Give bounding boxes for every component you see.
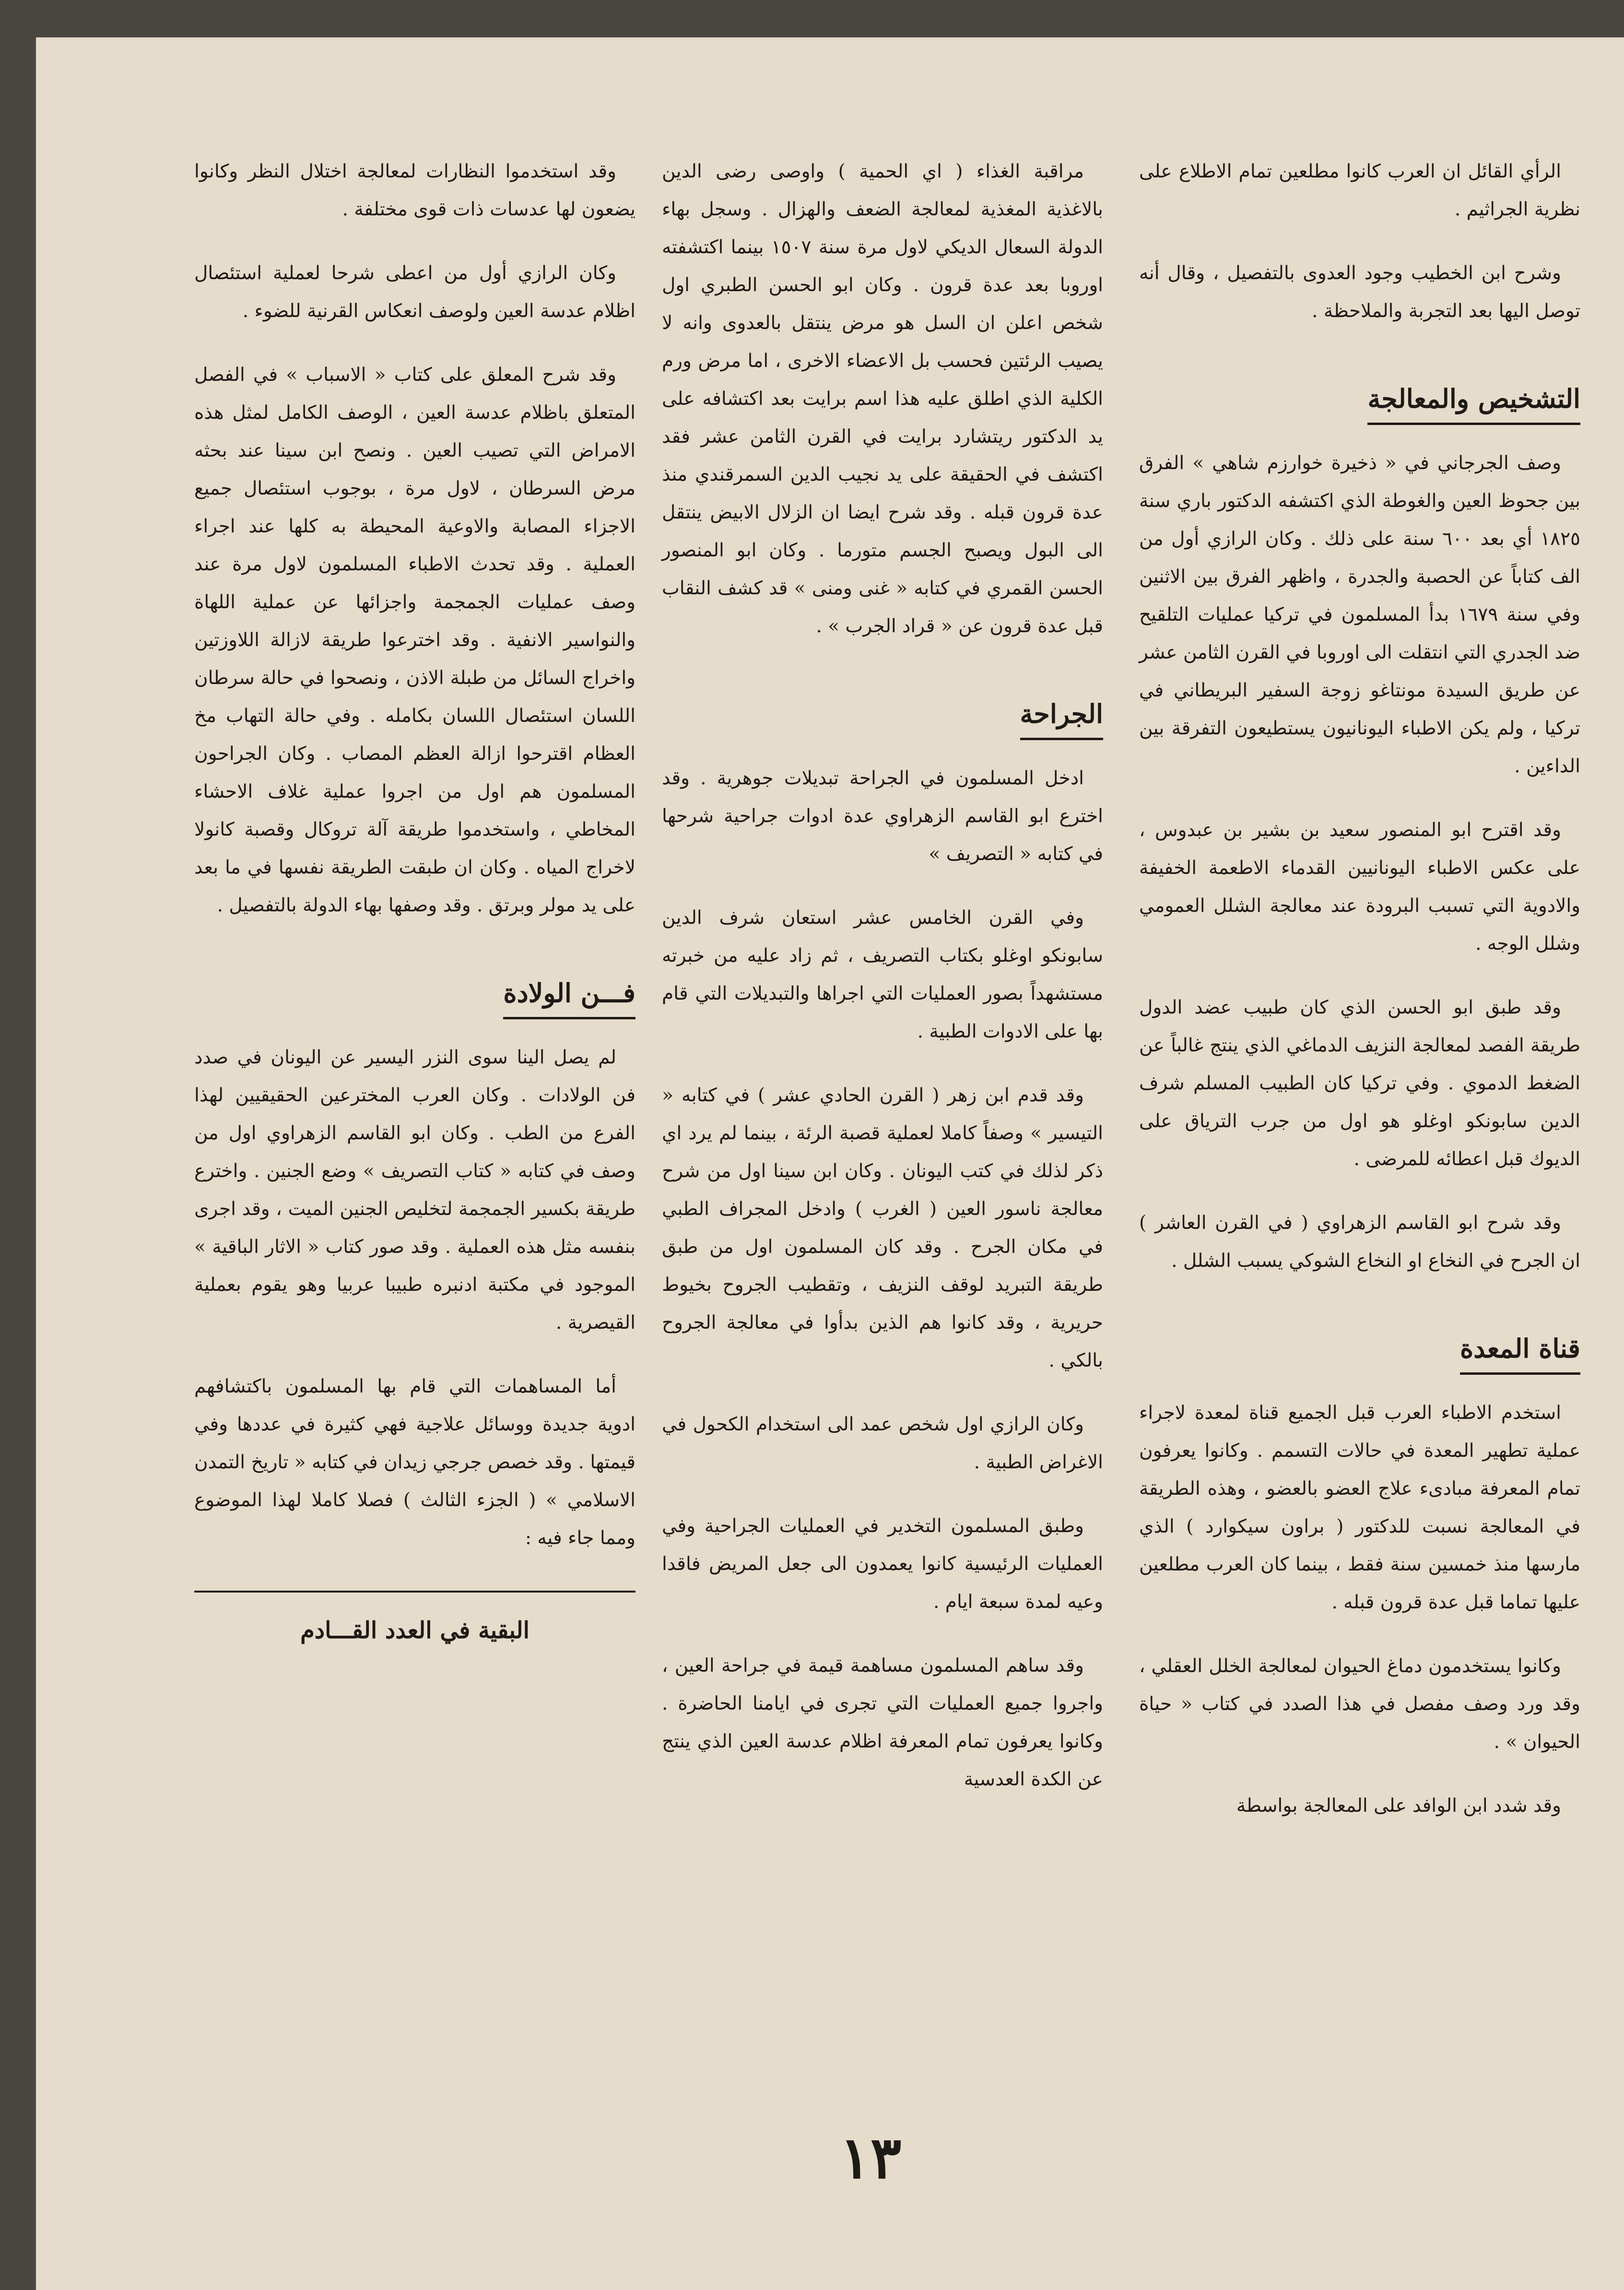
paragraph: وقد استخدموا النظارات لمعالجة اختلال النظر وكانوا يضعون لها عدسات ذات قوى مختلفة . [194, 161, 635, 220]
section-heading-stomach-tube: قناة المعدة [1460, 1330, 1580, 1375]
paragraph: وقد ساهم المسلمون مساهمة قيمة في جراحة العين ، واجروا جميع العمليات التي تجرى في ايامنا الحاضرة . وكانوا يعرفون تمام المعرفة اظلام عدسة العين الذي ينتج عن الكدة العدسية [662, 1655, 1103, 1790]
continued-note: البقية في العدد القـــادم [300, 1617, 530, 1644]
section-heading-obstetrics: فـــن الولادة [503, 974, 635, 1019]
column-left [194, 153, 635, 1650]
paragraph: مراقبة الغذاء ( اي الحمية ) واوصى رضى الدين بالاغذية المغذية لمعالجة الضعف والهزال . وسجل بهاء الدولة السعال الديكي لاول مرة سنة ١٥٠٧ بينما اكتشفته اوروبا بعد عدة قرون . وكان ابو الحسن الطبري اول شخص اعلن ان السل هو مرض ينتقل بالعدوى وانه لا يصيب الرئتين فحسب بل الاعضاء الاخرى ، اما مرض ورم الكلية الذي اطلق عليه هذا اسم برايت بعد اكتشافه على يد الدكتور ريتشارد برايت في القرن الثامن عشر فقد اكتشف في الحقيقة على يد نجيب الدين السمرقندي منذ عدة قرون قبله . وقد شرح ايضا ان الزلال الابيض ينتقل الى البول ويصبح الجسم متورما . وكان ابو المنصور الحسن القمري في كتابه « غنى ومنى » قد كشف النقاب قبل عدة قرون عن « قراد الجرب » . [662, 161, 1104, 637]
paragraph: الرأي القائل ان العرب كانوا مطلعين تمام الاطلاع على نظرية الجراثيم . [1139, 161, 1580, 220]
section-heading-diagnosis: التشخيص والمعالجة [1367, 380, 1580, 425]
column-right [1139, 153, 1580, 1851]
paragraph: وقد قدم ابن زهر ( القرن الحادي عشر ) في كتابه « التيسير » وصفاً كاملا لعملية قصبة الرئة ، بينما لم يرد اي ذكر لذلك في كتب اليونان . وكان ابن سينا اول من شرح معالجة ناسور العين ( الغرب ) وادخل المجراف الطبي في مكان الجرح . وقد كان المسلمون اول من طبق طريقة التبريد لوقف النزيف ، وتقطيب الجروح بخيوط حريرية ، وقد كانوا هم الذين بدأوا في معالجة الجروح بالكي . [662, 1085, 1103, 1371]
page-sheet [36, 37, 1624, 2290]
paragraph: ادخل المسلمون في الجراحة تبديلات جوهرية . وقد اخترع ابو القاسم الزهراوي عدة ادوات جراحية شرحها في كتابه « التصريف » [662, 767, 1103, 865]
paragraph: استخدم الاطباء العرب قبل الجميع قناة لمعدة لاجراء عملية تطهير المعدة في حالات التسمم . وكانوا يعرفون تمام المعرفة مبادىء علاج العضو بالعضو ، وهذه الطريقة في المعالجة نسبت للدكتور ( براون سيكوارد ) الذي مارسها منذ خمسين سنة فقط ، بينما كان العرب مطلعين عليها تماما قبل عدة قرون قبله . [1139, 1402, 1580, 1613]
separator-line [194, 1591, 635, 1593]
page-number: ١٣ [839, 2124, 902, 2192]
paragraph: وطبق المسلمون التخدير في العمليات الجراحية وفي العمليات الرئيسية كانوا يعمدون الى جعل المريض فاقدا وعيه لمدة سبعة ايام . [662, 1515, 1103, 1613]
paragraph: وشرح ابن الخطيب وجود العدوى بالتفصيل ، وقال أنه توصل اليها بعد التجربة والملاحظة . [1139, 262, 1580, 322]
paragraph: وصف الجرجاني في « ذخيرة خوارزم شاهي » الفرق بين جحوظ العين والغوطة الذي اكتشفه الدكتور باري سنة ١٨٢٥ أي بعد ٦٠٠ سنة على ذلك . وكان الرازي أول من الف كتاباً عن الحصبة والجدرة ، واظهر الفرق بين الاثنين وفي سنة ١٦٧٩ بدأ المسلمون في تركيا عمليات التلقيح ضد الجدري التي انتقلت الى اوروبا في القرن الثامن عشر عن طريق السيدة مونتاغو زوجة السفير البريطاني في تركيا ، ولم يكن الاطباء اليونانيون يستطيعون التفرقة بين الداءين . [1139, 452, 1580, 777]
paragraph: وقد شرح ابو القاسم الزهراوي ( في القرن العاشر ) ان الجرح في النخاع او النخاع الشوكي يسبب الشلل . [1139, 1212, 1580, 1272]
paragraph: وقد شرح المعلق على كتاب « الاسباب » في الفصل المتعلق باظلام عدسة العين ، الوصف الكامل لمثل هذه الامراض التي تصيب العين . ونصح ابن سينا عند بحثه مرض السرطان ، لاول مرة ، بوجوب استئصال جميع الاجزاء المصابة والاوعية المحيطة به كلها عند اجراء العملية . وقد تحدث الاطباء المسلمون لاول مرة عند وصف عمليات الجمجمة واجزائها عن عملية اللهاة والنواسير الانفية . وقد اخترعوا طريقة لازالة اللاوزتين واخراج السائل من طبلة الاذن ، ونصحوا في حالة سرطان اللسان استئصال اللسان بكامله . وفي حالة التهاب مخ العظام اقترحوا ازالة العظم المصاب . وكان الجراحون المسلمون هم اول من اجروا عملية غلاف الاحشاء المخاطي ، واستخدموا طريقة آلة تروكال وقصبة كانولا لاخراج المياه . وكان ان طبقت الطريقة نفسها في ما بعد على يد مولر وبرتق . وقد وصفها بهاء الدولة بالتفصيل . [194, 364, 635, 916]
paragraph: لم يصل الينا سوى النزر اليسير عن اليونان في صدد فن الولادات . وكان العرب المخترعين الحقيقيين لهذا الفرع من الطب . وكان ابو القاسم الزهراوي اول من وصف في كتابه « كتاب التصريف » وضع الجنين . واخترع طريقة بكسير الجمجمة لتخليص الجنين الميت ، وقد اجرى بنفسه مثل هذه العملية . وقد صور كتاب « الاثار الباقية » الموجود في مكتبة ادنبره طبيبا عربيا وهو يقوم بعملية القيصرية . [194, 1047, 635, 1334]
paragraph: وكان الرازي أول من اعطى شرحا لعملية استئصال اظلام عدسة العين ولوصف انعكاس القرنية للضوء . [194, 262, 635, 322]
section-heading-surgery: الجراحة [1020, 695, 1103, 740]
paragraph: وقد شدد ابن الوافد على المعالجة بواسطة [1236, 1795, 1561, 1817]
column-middle [662, 153, 1103, 1824]
paragraph: وقد اقترح ابو المنصور سعيد بن بشير بن عبدوس ، على عكس الاطباء اليونانيين القدماء الاطعمة الخفيفة والادوية التي تسبب البرودة عند معالجة الشلل العمومي وشلل الوجه . [1139, 819, 1580, 955]
paragraph: وفي القرن الخامس عشر استعان شرف الدين سابونكو اوغلو بكتاب التصريف ، ثم زاد عليه من خبرته مستشهداً بصور العمليات التي اجراها والتبديلات التي قام بها على الادوات الطبية . [662, 907, 1103, 1042]
paragraph: وقد طبق ابو الحسن الذي كان طبيب عضد الدول طريقة الفصد لمعالجة النزيف الدماغي الذي ينتج غالباً عن الضغط الدموي . وفي تركيا كان الطبيب المسلم شرف الدين سابونكو اوغلو هو اول من جرب الترياق على الديوك قبل اعطائه للمرضى . [1139, 997, 1580, 1170]
paragraph: أما المساهمات التي قام بها المسلمون باكتشافهم ادوية جديدة ووسائل علاجية فهي كثيرة في عددها وفي قيمتها . وقد خصص جرجي زيدان في كتابه « تاريخ التمدن الاسلامي » ( الجزء الثالث ) فصلا كاملا لهذا الموضوع ومما جاء فيه : [194, 1376, 635, 1549]
paragraph: وكان الرازي اول شخص عمد الى استخدام الكحول في الاغراض الطبية . [662, 1414, 1103, 1473]
paragraph: وكانوا يستخدمون دماغ الحيوان لمعالجة الخلل العقلي ، وقد ورد وصف مفصل في هذا الصدد في كتاب « حياة الحيوان » . [1139, 1655, 1580, 1753]
